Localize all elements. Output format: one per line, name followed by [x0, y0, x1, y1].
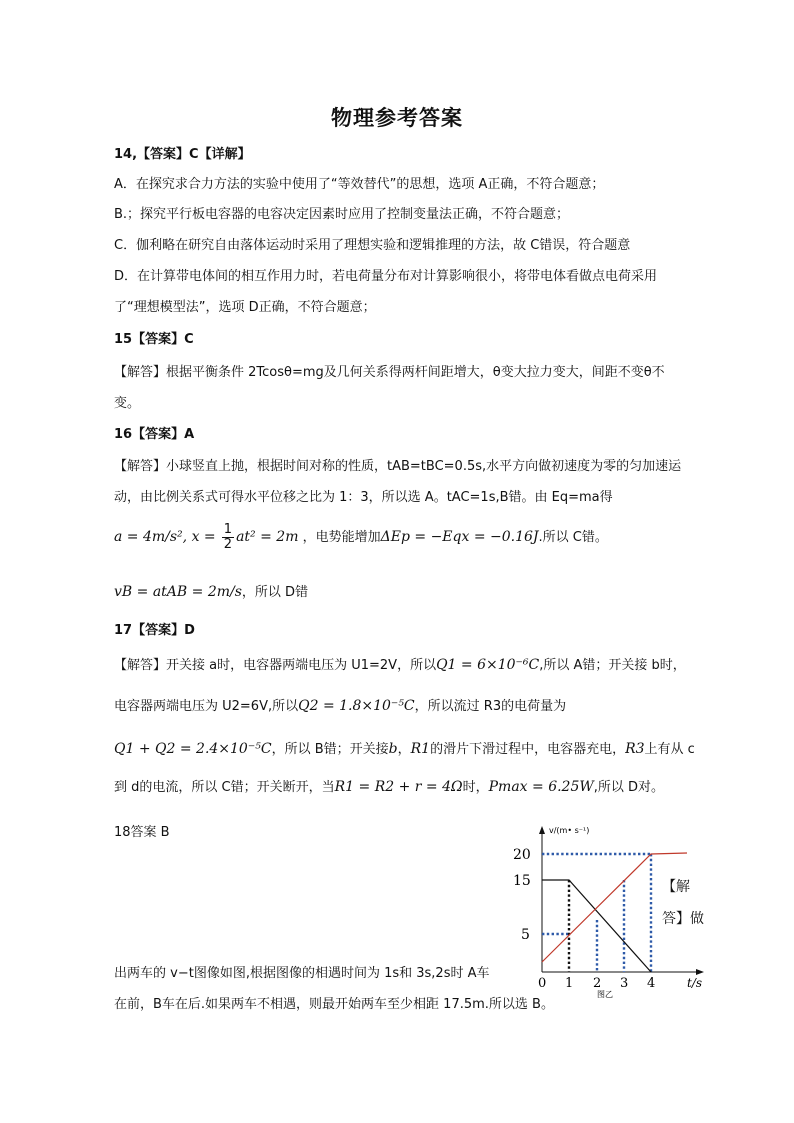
q17-text-3b: b — [388, 741, 398, 757]
q14-option-a: A．在探究求合力方法的实验中使用了“等效替代”的思想，选项 A正确，不符合题意； — [114, 177, 605, 192]
q16-text-energy: ，电势能增加 — [302, 530, 381, 545]
q18-side-text-2: 答】做 — [662, 911, 704, 927]
q18-solution-line2: 在前，B车在后.如果两车不相遇，则最开始两车至少相距 17.5m.所以选 B。 — [114, 997, 554, 1012]
q16-formula-velocity: vB = atAB = 2m/s — [114, 584, 242, 600]
q17-solution-line2 — [114, 697, 566, 716]
q17-formula-r3: R3 — [625, 741, 645, 757]
y-axis-label: v/(m• s⁻¹) — [549, 826, 590, 835]
q16-fraction — [222, 523, 234, 552]
vt-graph — [505, 822, 705, 998]
q16-formula-x: at² = 2m — [236, 529, 299, 545]
q18-heading: 18答案 B — [114, 825, 170, 840]
q17-text-2a: 电容器两端电压为 U2=6V,所以 — [114, 699, 299, 714]
q17-text-3d: 的滑片下滑过程中，电容器充电， — [430, 742, 626, 757]
xtick-3: 3 — [620, 976, 629, 991]
q15-solution-line2: 变。 — [114, 396, 141, 411]
ytick-5: 5 — [521, 927, 530, 943]
q17-formula-q1: Q1 = 6×10⁻⁶C — [436, 657, 540, 673]
q17-text-1b: ,所以 A错；开关接 b时， — [539, 658, 686, 673]
q17-text-3e: 上有从 c — [644, 742, 695, 757]
q17-formula-q2: Q2 = 1.8×10⁻⁵C — [298, 698, 415, 714]
q14-option-c: C．伽利略在研究自由落体运动时采用了理想实验和逻辑推理的方法，故 C错误，符合题意 — [114, 238, 631, 253]
q17-text-4a: 到 d的电流，所以 C错；开关断开，当 — [114, 780, 335, 795]
q17-text-2b: ，所以流过 R3的电荷量为 — [414, 699, 567, 714]
y-axis-arrow — [539, 826, 545, 834]
q14-option-d-line2: 了“理想模型法”，选项 D正确，不符合题意； — [114, 300, 376, 315]
q16-heading: 16【答案】A — [114, 427, 195, 442]
q17-formula-sum: Q1 + Q2 = 2.4×10⁻⁵C — [114, 741, 272, 757]
q16-solution-line2: 动，由比例关系式可得水平位移之比为 1：3，所以选 A。tAC=1s,B错。由 Eq=ma得 — [114, 490, 613, 505]
q14-option-d-line1: D．在计算带电体间的相互作用力时，若电荷量分布对计算影响很小，将带电体看做点电荷采用 — [114, 269, 658, 284]
q14-option-b: B.；探究平行板电容器的电容决定因素时应用了控制变量法正确，不符合题意； — [114, 207, 570, 222]
xtick-2: 2 — [593, 976, 602, 991]
q17-formula-resistance: R1 = R2 + r = 4Ω — [334, 779, 463, 795]
xtick-1: 1 — [565, 976, 574, 991]
q17-text-4c: ,所以 D对。 — [593, 780, 665, 795]
ytick-15: 15 — [513, 873, 531, 889]
q17-solution-line4 — [114, 778, 664, 797]
q17-text-4b: 时， — [462, 780, 489, 795]
q16-text-c-wrong: .所以 C错。 — [538, 530, 608, 545]
q18-solution-line1: 出两车的 v−t图像如图,根据图像的相遇时间为 1s和 3s,2s时 A车 — [114, 966, 490, 981]
q14-heading: 14,【答案】C【详解】 — [114, 147, 251, 162]
q16-formula-a: a = 4m/s², x = — [114, 529, 216, 545]
q16-text-d-wrong: ，所以 D错 — [241, 585, 309, 600]
q15-solution-line1: 【解答】根据平衡条件 2Tcosθ=mg及几何关系得两杆间距增大，θ变大拉力变大，间距不变θ不 — [114, 365, 665, 380]
q18-side-text-1: 【解 — [662, 879, 690, 895]
xtick-4: 4 — [647, 976, 656, 991]
q16-formula-energy: ΔEp = −Eqx = −0.16J — [380, 529, 539, 545]
q17-formula-r1: R1 — [410, 741, 431, 757]
q16-formula-line — [114, 522, 608, 553]
q15-heading: 15【答案】C — [114, 332, 194, 347]
q17-solution-line1 — [114, 656, 686, 675]
figure-caption: 图乙 — [597, 990, 613, 998]
xtick-0: 0 — [538, 976, 547, 991]
q17-solution-line3 — [114, 740, 695, 759]
q17-text-3c: ， — [397, 742, 411, 757]
page-title: 物理参考答案 — [331, 105, 463, 130]
q16-fraction-numerator: 1 — [223, 522, 233, 537]
x-axis-label: t/s — [687, 976, 703, 990]
q17-text-3a: ，所以 B错；开关接 — [271, 742, 389, 757]
q16-fraction-denominator: 2 — [223, 537, 233, 552]
q17-text-1a: 【解答】开关接 a时，电容器两端电压为 U1=2V，所以 — [114, 658, 437, 673]
ytick-20: 20 — [513, 847, 531, 863]
q16-velocity-line — [114, 583, 308, 602]
q16-solution-line1: 【解答】小球竖直上抛，根据时间对称的性质，tAB=tBC=0.5s,水平方向做初速度为零的匀加速运 — [114, 459, 682, 474]
q17-formula-pmax: Pmax = 6.25W — [488, 779, 594, 795]
car-b-line — [542, 853, 687, 962]
q17-heading: 17【答案】D — [114, 623, 195, 638]
x-axis-arrow — [696, 969, 704, 975]
